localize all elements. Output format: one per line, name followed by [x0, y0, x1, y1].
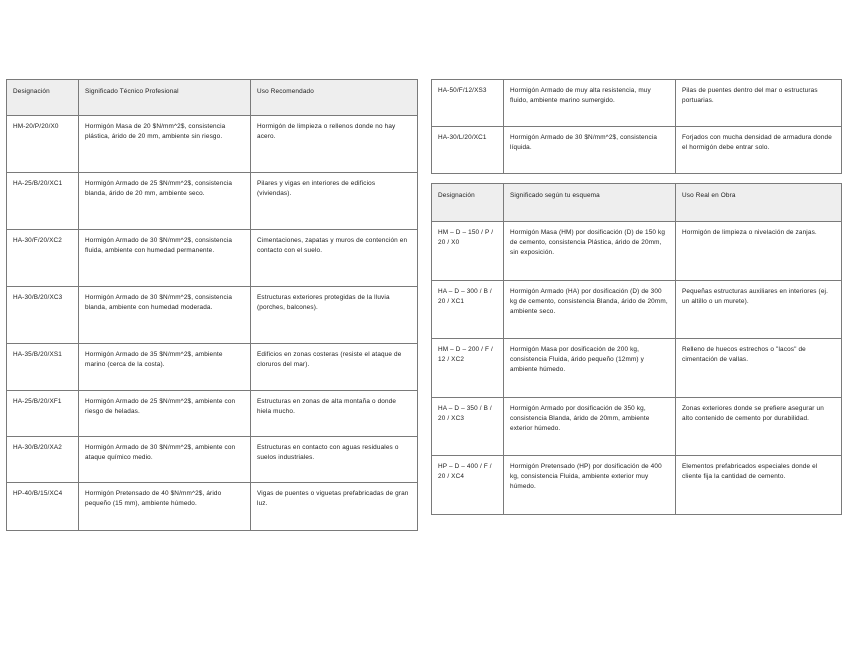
cell-use: Pilas de puentes dentro del mar o estructuras portuarias.: [676, 80, 842, 127]
table-row: [432, 281, 842, 339]
cell-designation: HM-20/P/20/X0: [7, 116, 79, 173]
cell-meaning: Hormigón Pretensado (HP) por dosificación de 400 kg, consistencia Fluida, ambiente exterior muy húmedo.: [504, 456, 676, 515]
cell-use: Forjados con mucha densidad de armadura donde el hormigón debe entrar solo.: [676, 127, 842, 174]
cell-designation: HA-30/L/20/XC1: [432, 127, 504, 174]
cell-meaning: Hormigón Armado de 30 $N/mm^2$, consistencia blanda, ambiente con humedad moderada.: [79, 287, 251, 344]
table-row: [7, 483, 418, 531]
cell-designation: HA-25/B/20/XC1: [7, 173, 79, 230]
cell-meaning: Hormigón Pretensado de 40 $N/mm^2$, árido pequeño (15 mm), ambiente húmedo.: [79, 483, 251, 531]
cell-use: Edificios en zonas costeras (resiste el ataque de cloruros del mar).: [251, 344, 418, 391]
header-designation: Designación: [432, 184, 504, 222]
cell-use: Zonas exteriores donde se prefiere asegurar un alto contenido de cemento por durabilidad.: [676, 398, 842, 456]
cell-meaning: Hormigón Armado de 30 $N/mm^2$, consistencia fluida, ambiente con humedad permanente.: [79, 230, 251, 287]
header-meaning: Significado Técnico Profesional: [79, 80, 251, 116]
table-row: [432, 398, 842, 456]
cell-designation: HP – D – 400 / F / 20 / XC4: [432, 456, 504, 515]
cell-meaning: Hormigón Masa de 20 $N/mm^2$, consistencia plástica, árido de 20 mm, ambiente sin riesgo.: [79, 116, 251, 173]
table-row: [7, 116, 418, 173]
cell-meaning: Hormigón Armado por dosificación de 350 kg, consistencia Blanda, árido de 20mm, ambiente exterior húmedo.: [504, 398, 676, 456]
cell-use: Cimentaciones, zapatas y muros de contención en contacto con el suelo.: [251, 230, 418, 287]
cell-use: Relleno de huecos estrechos o "lacos" de cimentación de vallas.: [676, 339, 842, 398]
cell-use: Hormigón de limpieza o rellenos donde no hay acero.: [251, 116, 418, 173]
table-row: [7, 391, 418, 437]
table-row: [7, 230, 418, 287]
cell-designation: HA-35/B/20/XS1: [7, 344, 79, 391]
cell-designation: HM – D – 200 / F / 12 / XC2: [432, 339, 504, 398]
cell-use: Vigas de puentes o viguetas prefabricadas de gran luz.: [251, 483, 418, 531]
cell-meaning: Hormigón Masa por dosificación de 200 kg, consistencia Fluida, árido pequeño (12mm) y ambiente húmedo.: [504, 339, 676, 398]
table-row: [7, 437, 418, 483]
cell-designation: HA-25/B/20/XF1: [7, 391, 79, 437]
cell-use: Pilares y vigas en interiores de edificios (viviendas).: [251, 173, 418, 230]
cell-designation: HA – D – 300 / B / 20 / XC1: [432, 281, 504, 339]
table-row: [432, 127, 842, 174]
cell-use: Estructuras en zonas de alta montaña o donde hiela mucho.: [251, 391, 418, 437]
cell-meaning: Hormigón Armado (HA) por dosificación (D) de 300 kg de cemento, consistencia Blanda, árido de 20mm, ambiente seco.: [504, 281, 676, 339]
cell-use: Hormigón de limpieza o nivelación de zanjas.: [676, 222, 842, 281]
dosage-designation-table: [431, 183, 842, 515]
cell-designation: HA – D – 350 / B / 20 / XC3: [432, 398, 504, 456]
cell-designation: HA-30/F/20/XC2: [7, 230, 79, 287]
cell-meaning: Hormigón Armado de 35 $N/mm^2$, ambiente marino (cerca de la costa).: [79, 344, 251, 391]
header-use: Uso Real en Obra: [676, 184, 842, 222]
table-row: [432, 456, 842, 515]
header-designation: Designación: [7, 80, 79, 116]
cell-use: Estructuras en contacto con aguas residuales o suelos industriales.: [251, 437, 418, 483]
header-use: Uso Recomendado: [251, 80, 418, 116]
designation-table-left: [6, 79, 418, 531]
cell-meaning: Hormigón Armado de 25 $N/mm^2$, consistencia blanda, árido de 20 mm, ambiente seco.: [79, 173, 251, 230]
cell-meaning: Hormigón Armado de 30 $N/mm^2$, ambiente con ataque químico medio.: [79, 437, 251, 483]
cell-meaning: Hormigón Armado de 25 $N/mm^2$, ambiente con riesgo de heladas.: [79, 391, 251, 437]
cell-use: Elementos prefabricados especiales donde el cliente fija la cantidad de cemento.: [676, 456, 842, 515]
header-meaning: Significado según tu esquema: [504, 184, 676, 222]
table-header-row: [7, 80, 418, 116]
cell-designation: HA-50/F/12/XS3: [432, 80, 504, 127]
cell-designation: HP-40/B/15/XC4: [7, 483, 79, 531]
cell-meaning: Hormigón Masa (HM) por dosificación (D) de 150 kg de cemento, consistencia Plástica, árido de 20mm, sin exposición.: [504, 222, 676, 281]
table-row: [7, 287, 418, 344]
table-row: [7, 344, 418, 391]
table-row: [432, 339, 842, 398]
cell-use: Estructuras exteriores protegidas de la lluvia (porches, balcones).: [251, 287, 418, 344]
table-header-row: [432, 184, 842, 222]
cell-designation: HA-30/B/20/XC3: [7, 287, 79, 344]
designation-table-continued: [431, 79, 842, 174]
table-row: [432, 80, 842, 127]
table-row: [432, 222, 842, 281]
cell-designation: HA-30/B/20/XA2: [7, 437, 79, 483]
cell-meaning: Hormigón Armado de 30 $N/mm^2$, consistencia líquida.: [504, 127, 676, 174]
cell-designation: HM – D – 150 / P / 20 / X0: [432, 222, 504, 281]
cell-use: Pequeñas estructuras auxiliares en interiores (ej. un altillo o un murete).: [676, 281, 842, 339]
table-row: [7, 173, 418, 230]
cell-meaning: Hormigón Armado de muy alta resistencia, muy fluido, ambiente marino sumergido.: [504, 80, 676, 127]
